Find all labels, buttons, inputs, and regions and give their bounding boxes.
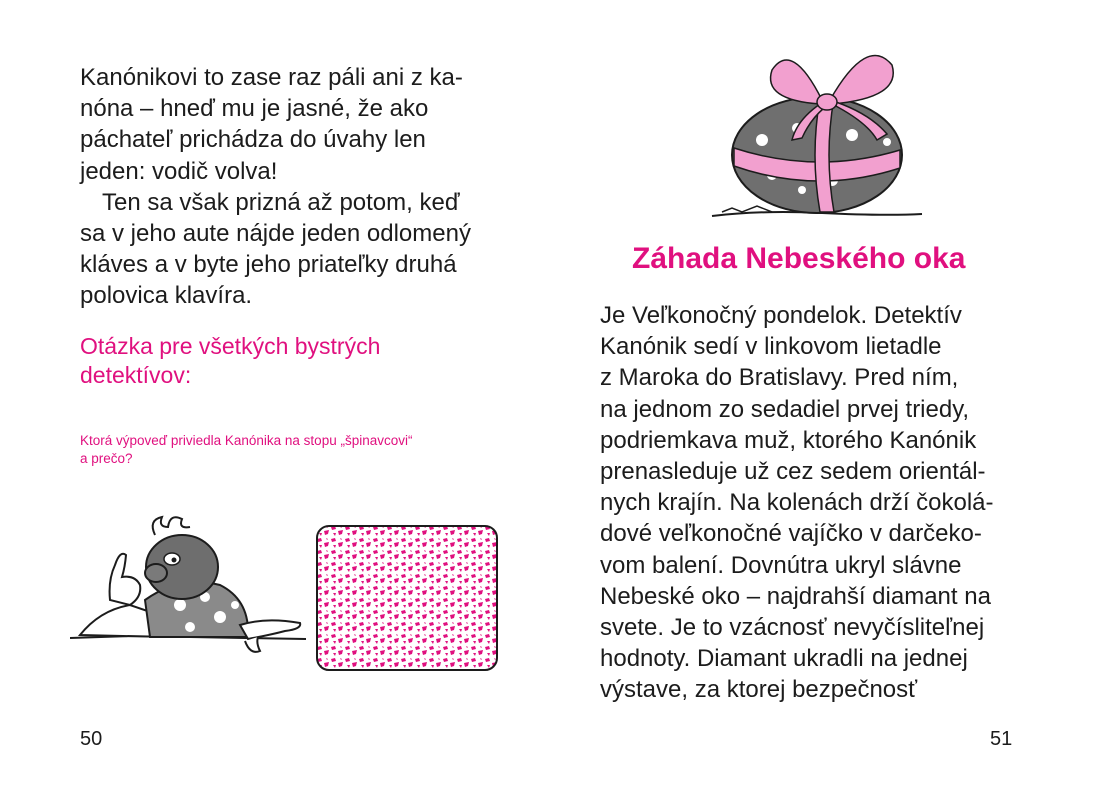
text-line: polovica klavíra. (80, 282, 253, 310)
left-body-text (80, 62, 490, 312)
page-number: 51 (990, 728, 1013, 750)
text-line: vom balení. Dovnútra ukryl slávne (600, 551, 962, 579)
question-heading (80, 332, 380, 390)
text-line: Ten sa však prizná až potom, keď (102, 188, 460, 216)
text-line: z Maroka do Bratislavy. Pred ním, (600, 364, 959, 392)
text-line: Kanónik sedí v linkovom lietadle (600, 333, 942, 361)
text-line: dové veľkonočné vajíčko v darčeko- (600, 520, 982, 548)
story-title: Záhada Nebeského oka (632, 242, 966, 275)
text-line: sa v jeho aute nájde jeden odlomený (80, 220, 471, 248)
question-text-line: a prečo? (80, 451, 133, 466)
text-line: podriemkava muž, ktorého Kanónik (600, 426, 977, 454)
text-line: nóna – hneď mu je jasné, že ako (80, 95, 429, 123)
question-text (80, 432, 412, 468)
text-line: Je Veľkonočný pondelok. Detektív (600, 302, 962, 329)
text-line: páchateľ prichádza do úvahy len (80, 126, 426, 154)
text-line: na jednom zo sedadiel prvej triedy, (600, 395, 970, 423)
text-line: jeden: vodič volva! (80, 157, 278, 185)
page-number: 50 (80, 728, 103, 750)
text-line: hodnoty. Diamant ukradli na jednej (600, 645, 968, 673)
text-line: nych krajín. Na kolenách drží čokolá- (600, 489, 994, 517)
hidden-answer-pattern (316, 525, 498, 671)
text-line: Nebeské oko – najdrahší diamant na (600, 582, 991, 610)
easter-egg-illustration (702, 30, 932, 230)
text-line: prenasleduje už cez sedem orientál- (600, 458, 986, 486)
text-line: výstave, za ktorej bezpečnosť (600, 676, 918, 704)
text-line: Kanónikovi to zase raz páli ani z ka- (80, 64, 463, 91)
question-text-line: Ktorá výpoveď priviedla Kanónika na stopu „špinavcovi“ (80, 433, 413, 448)
text-line: kláves a v byte jeho priateľky druhá (80, 251, 457, 279)
right-page (547, 0, 1094, 800)
question-line: detektívov: (80, 362, 192, 388)
question-line: Otázka pre všetkých bystrých (80, 333, 381, 359)
text-line: svete. Je to vzácnosť nevyčísliteľnej (600, 614, 985, 642)
detective-illustration (70, 505, 310, 670)
right-body-text (600, 300, 1040, 706)
